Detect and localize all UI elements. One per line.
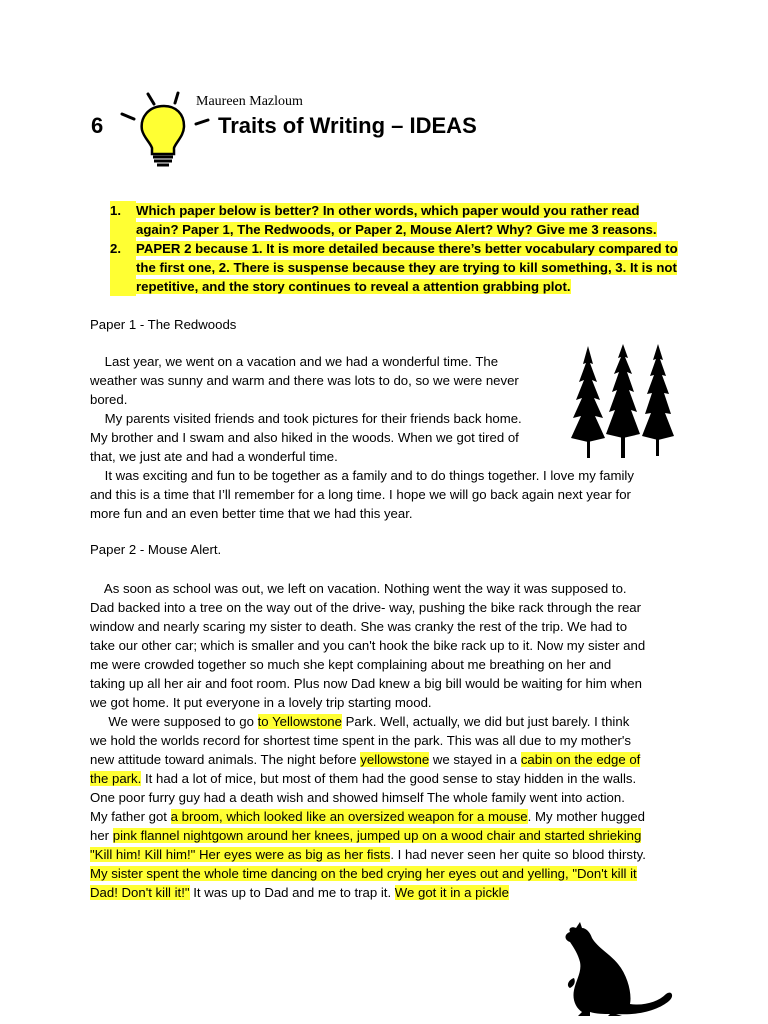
highlighted-text: a broom, which looked like an oversized weapon for a mouse <box>170 809 528 824</box>
paragraph-line: My parents visited friends and took pictures for their friends back home. <box>90 411 522 426</box>
paragraph-line: we got home. It put everyone in a lovely trip starting mood. <box>90 695 432 710</box>
paragraph-line: Dad backed into a tree on the way out of the drive- way, pushing the bike rack through the rear <box>90 600 642 615</box>
paragraph-line: My brother and I swam and also hiked in the woods. When we got tired of <box>90 430 519 445</box>
pine-trees-icon <box>570 344 680 460</box>
paragraph-line <box>90 769 690 788</box>
text-segment: we stayed in a <box>429 752 521 767</box>
paragraph-line: take our other car; which is smaller and you can't hook the bike rack up to it. Now my sister and <box>90 638 646 653</box>
paper2-heading: Paper 2 - Mouse Alert. <box>90 542 222 557</box>
paper2-body <box>90 579 690 902</box>
paragraph-line: that, we just ate and had a wonderful time. <box>90 449 338 464</box>
list-number: 2. <box>110 239 136 296</box>
question-line: Which paper below is better? In other words, which paper would you rather read <box>136 203 640 218</box>
text-segment: her <box>90 828 113 843</box>
highlighted-text: cabin on the edge of <box>520 752 641 767</box>
paragraph-line: As soon as school was out, we left on vacation. Nothing went the way it was supposed to. <box>90 581 627 596</box>
question-list <box>110 201 690 296</box>
answer-line: the first one, 2. There is suspense because they are trying to kill something, 3. It is not <box>136 260 677 275</box>
paragraph-line: bored. <box>90 392 128 407</box>
text-segment: . <box>387 885 395 900</box>
paper1-body <box>90 352 634 523</box>
list-item <box>110 239 690 296</box>
paragraph-line: more fun and an even better time that we had this year. <box>90 506 413 521</box>
text-segment: new attitude toward animals. The night before <box>90 752 361 767</box>
text-segment: . I had never seen her quite so blood thirsty. <box>390 847 646 862</box>
highlighted-text: yellowstone <box>360 752 430 767</box>
paragraph-line: we hold the worlds record for shortest time spent in the park. This was all due to my mother's <box>90 733 632 748</box>
paragraph-line: window and nearly scaring my sister to death. She was cranky the rest of the trip. We had to <box>90 619 628 634</box>
list-item <box>110 201 690 239</box>
paragraph-line: It was exciting and fun to be together as a family and to do things together. I love my family <box>90 468 634 483</box>
highlighted-text: "Kill him! Kill him!" Her eyes were as big as her fists <box>90 847 391 862</box>
text-segment: It was up to Dad and me to trap it <box>189 885 388 900</box>
paper1-heading: Paper 1 - The Redwoods <box>90 317 237 332</box>
lightbulb-icon <box>118 88 218 168</box>
highlighted-text: the park. <box>90 771 142 786</box>
text-segment: It had a lot of mice, but most of them had the good sense to stay hidden in the walls. <box>141 771 637 786</box>
paragraph-line <box>90 807 690 826</box>
paragraph-line <box>90 845 690 864</box>
text-segment: We were supposed to go <box>90 714 258 729</box>
paragraph-line <box>90 826 690 845</box>
highlighted-text: pink flannel nightgown around her knees, jumped up on a wood chair and started shrieking <box>112 828 642 843</box>
question-line: again? Paper 1, The Redwoods, or Paper 2, Mouse Alert? Why? Give me 3 reasons. <box>136 222 657 237</box>
mouse-icon <box>552 918 676 1018</box>
author-name: Maureen Mazloum <box>196 94 303 109</box>
page-title: Traits of Writing – IDEAS <box>218 113 477 138</box>
paragraph-line <box>90 712 690 731</box>
highlighted-text: We got it in a pickle <box>394 885 509 900</box>
text-segment: Park. Well, actually, we did but just barely. I think <box>341 714 630 729</box>
highlighted-text: to Yellowstone <box>257 714 342 729</box>
text-segment: My father got <box>90 809 171 824</box>
answer-line: PAPER 2 because 1. It is more detailed because there’s better vocabulary compared to <box>136 241 678 256</box>
title-number: 6 <box>91 113 104 138</box>
paragraph-line <box>90 883 690 902</box>
paragraph-line: and this is a time that I’ll remember for a long time. I hope we will go back again next year for <box>90 487 631 502</box>
paragraph-line: weather was sunny and warm and there was lots to do, so we were never <box>90 373 519 388</box>
highlighted-text: My sister spent the whole time dancing on the bed crying her eyes out and yelling, "Don't kill it <box>90 866 637 881</box>
answer-line: repetitive, and the story continues to reveal a attention grabbing plot. <box>136 279 571 294</box>
paragraph-line <box>90 750 690 769</box>
paragraph-line: Last year, we went on a vacation and we had a wonderful time. The <box>90 354 499 369</box>
paragraph-line <box>90 864 690 883</box>
paragraph-line: me were crowded together so much she kept complaining about me breathing on her and <box>90 657 612 672</box>
text-segment: . My mother hugged <box>527 809 645 824</box>
list-number: 1. <box>110 201 136 239</box>
paragraph-line: One poor furry guy had a death wish and showed himself The whole family went into action. <box>90 790 625 805</box>
highlighted-text: Dad! Don't kill it!" <box>90 885 190 900</box>
paragraph-line: taking up all her air and foot room. Plus now Dad knew a big bill would be waiting for him when <box>90 676 642 691</box>
